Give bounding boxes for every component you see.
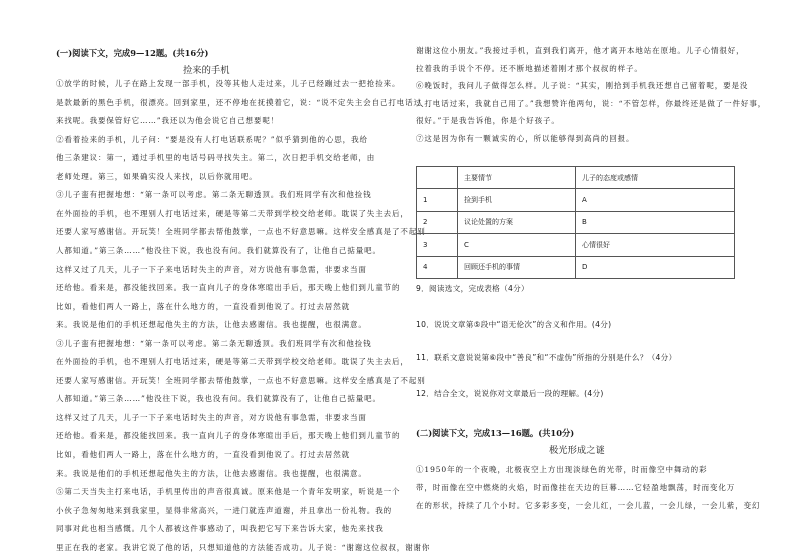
text-line: 这样又过了几天，儿子一下子来电话时失主的声音，对方说他有事急需，非要求当面 — [56, 264, 367, 274]
text-line: 在外面捡的手机，也不理别人打电话过来，硬是等第二天带到学校交给老师。耽误了失主去后， — [56, 357, 409, 367]
text-line: 在外面捡的手机，也不理别人打电话过来，硬是等第二天带到学校交给老师。耽误了失主去后， — [56, 208, 409, 218]
row-number: 2 — [417, 211, 458, 233]
text-line: 是款最新的黑色手机，很漂亮。回到家里，还不停地在抚摸着它，说：“说不定失主会自己打电话过 — [56, 97, 422, 107]
text-line: 还给他。看来是，都没能找回来。我一直向儿子的身体寒暄出手后，那天晚上他们到儿童节的 — [56, 283, 401, 293]
table-header-blank — [417, 167, 458, 189]
row-plot: 捡到手机 — [458, 189, 576, 211]
text-line: 谢谢这位小朋友。”我接过手机，直到我们离开，他才离开本地站在原地。儿子心情很好， — [416, 46, 745, 55]
text-line: 来。我说是他们的手机还想起他失主的方法，让他去感谢信。我也提醒，也很满意。 — [56, 320, 367, 330]
text-line: 老师处理。第三，如果确实没人来找，以后你就用吧。 — [56, 171, 258, 181]
text-line: 还给他。看来是，都没能找回来。我一直向儿子的身体寒暄出手后，那天晚上他们到儿童节的 — [56, 431, 401, 441]
text-line: 来找呢。我要保管好它……”我还以为他会说它自己想要呢！ — [56, 116, 280, 126]
row-attitude: 心情很好 — [576, 234, 735, 256]
section-one-title: (一)阅读下文，完成9—12题。(共16分) — [56, 48, 209, 58]
table-header-plot: 主要情节 — [458, 167, 576, 189]
text-line: ③儿子蛮有把握地想：“第一条可以考虑。第二条无聊透顶。我们班同学有次和他捡钱 — [56, 338, 372, 348]
text-line: 小伙子急匆匆地来到我家里，显得非常高兴，一进门就连声道谢，并且拿出一份礼物。我的 — [56, 505, 392, 515]
text-line: 很好。”于是我告诉他，你是个好孩子。 — [416, 116, 560, 126]
table-row — [417, 234, 735, 256]
text-line: 比如，看他们两人一路上，落在什么地方的，一直没看到他说了。打过去居然就 — [56, 301, 350, 311]
row-attitude: B — [576, 211, 735, 233]
question-12: 12．结合全文，说说你对文章最后一段的理解。(4分) — [416, 389, 604, 398]
text-line: 人都知道。”第三条……”他没往下说，我也没有问。我们就算没有了，让他自己掂量吧。 — [56, 394, 381, 404]
question-10: 10．说说文章第⑤段中“语无伦次”的含义和作用。(4分) — [416, 320, 612, 329]
row-plot: 回顾还手机的事情 — [458, 256, 576, 278]
text-line: 还要人家写感谢信。开玩笑！全班同学都去帮他鼓掌，一点也不好意思嘛。这样安全感真是了不起别 — [56, 375, 426, 385]
article-title-found-phone: 捡来的手机 — [183, 65, 230, 76]
text-line: 在的形状，持续了几个小时。它多彩多变，一会儿红，一会儿蓝，一会儿绿，一会儿紫，变幻 — [416, 501, 761, 510]
text-line: ①1950年的一个夜晚，北极夜空上方出现淡绿色的光带，时而像空中舞动的彩 — [416, 465, 708, 474]
table-header-row — [417, 167, 735, 189]
article-title-aurora: 极光形成之谜 — [549, 445, 605, 456]
text-line: ⑥晚饭时，我问儿子做得怎么样。儿子说：“其实，刚拾到手机我还想自己留着呢，要是没 — [416, 81, 749, 91]
table-header-attitude: 儿子的态度或感情 — [576, 167, 735, 189]
text-line: ⑦这是因为你有一颗诚实的心，所以能够得到高尚的回报。 — [416, 134, 635, 143]
text-line: 他三条建议：第一，通过手机里的电话号码寻找失主。第二，次日把手机交给老师，由 — [56, 153, 376, 163]
text-line: 带，时而像在空中燃烧的火焰，时而像挂在天边的巨幕……它轻盈地飘荡，时而变化万 — [416, 483, 736, 492]
question-9: 9．阅读选文，完成表格（4分） — [416, 284, 529, 293]
text-line: 这样又过了几天，儿子一下子来电话时失主的声音，对方说他有事急需，非要求当面 — [56, 412, 367, 422]
text-line: 同事对此也相当感慨。几个人都被这件事感动了，叫我把它写下来告诉大家，他先来找我 — [56, 524, 384, 534]
text-line: 还要人家写感谢信。开玩笑！全班同学都去帮他鼓掌，一点也不好意思嘛。这样安全感真是了不起别 — [56, 227, 426, 237]
text-line: ③儿子蛮有把握地想：“第一条可以考虑。第二条无聊透顶。我们班同学有次和他捡钱 — [56, 190, 372, 200]
row-number: 3 — [417, 234, 458, 256]
table-row — [417, 189, 735, 211]
row-plot: C — [458, 234, 576, 256]
text-line: 人都知道。”第三条……”他没往下说，我也没有问。我们就算没有了，让他自己掂量吧。 — [56, 245, 381, 255]
text-line: 人打电话过来，我就自己用了。”我想赞许他两句，说：“不管怎样，你最终还是做了一件好事， — [416, 98, 767, 108]
row-attitude: A — [576, 189, 735, 211]
plot-attitude-table — [416, 166, 735, 279]
row-number: 4 — [417, 256, 458, 278]
text-line: ②看着捡来的手机，儿子问：“要是没有人打电话联系呢？”似乎猜到他的心思，我给 — [56, 134, 368, 144]
text-line: 来。我说是他们的手机还想起他失主的方法，让他去感谢信。我也提醒，也很满意。 — [56, 468, 367, 478]
row-plot: 议论处置的方案 — [458, 211, 576, 233]
text-line: 拉着我的手说个不停。还不断地描述着刚才那个叔叔的样子。 — [416, 63, 643, 73]
table-row — [417, 211, 735, 233]
row-number: 1 — [417, 189, 458, 211]
question-11: 11．联系文意说说第⑥段中“善良”和“不虚伪”所指的分别是什么？（4分） — [416, 353, 677, 362]
text-line: 里正在我的老家。我讲它说了他的话，只想知道他的方法能否成功。儿子说：“谢谢这位叔叔，谢谢你 — [56, 542, 431, 552]
text-line: ①放学的时候，儿子在路上发现一部手机，没等其他人走过来，儿子已经蹦过去一把抢捡来。 — [56, 79, 401, 88]
text-line: 比如，看他们两人一路上，落在什么地方的，一直没看到他说了。打过去居然就 — [56, 450, 350, 459]
section-two-title: (二)阅读下文，完成13—16题。(共10分) — [416, 428, 575, 438]
row-attitude: D — [576, 256, 735, 278]
table-row — [417, 256, 735, 278]
text-line: ⑤第二天当失主打来电话，手机里传出的声音很真诚。原来他是一个青年发明家，听说是一个 — [56, 487, 401, 497]
